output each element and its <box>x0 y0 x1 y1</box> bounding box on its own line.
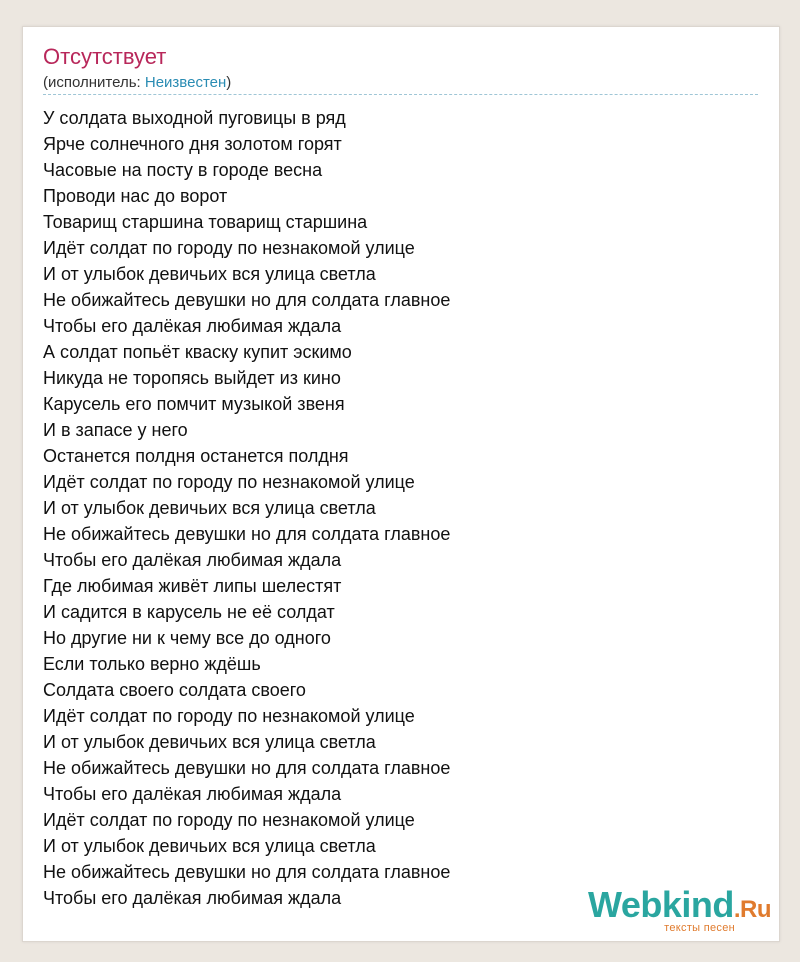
lyric-line: Карусель его помчит музыкой звеня <box>43 394 345 414</box>
lyric-line: Не обижайтесь девушки но для солдата главное <box>43 862 451 882</box>
song-title: Отсутствует <box>43 44 167 69</box>
artist-line <box>43 73 231 93</box>
lyric-line: И садится в карусель не её солдат <box>43 602 335 622</box>
lyric-line: Если только верно ждёшь <box>43 654 261 674</box>
artist-suffix: ) <box>226 74 232 91</box>
lyrics-card <box>22 26 780 942</box>
lyric-line: И от улыбок девичьих вся улица светла <box>43 264 376 284</box>
site-logo[interactable] <box>571 885 771 935</box>
lyric-line: Чтобы его далёкая любимая ждала <box>43 550 342 570</box>
divider <box>43 94 758 95</box>
artist-link[interactable]: Неизвестен <box>144 74 227 91</box>
lyric-line: А солдат попьёт кваску купит эскимо <box>43 342 352 362</box>
lyric-line: Ярче солнечного дня золотом горят <box>43 134 342 154</box>
lyric-line: Чтобы его далёкая любимая ждала <box>43 888 342 908</box>
lyric-line: Идёт солдат по городу по незнакомой улице <box>43 238 415 258</box>
lyric-line: Чтобы его далёкая любимая ждала <box>43 316 342 336</box>
lyric-line: Останется полдня останется полдня <box>43 446 349 466</box>
logo-tld: .Ru <box>733 896 771 923</box>
logo-brand: Webkind <box>587 884 734 925</box>
lyric-line: И от улыбок девичьих вся улица светла <box>43 732 376 752</box>
lyric-line: Проводи нас до ворот <box>43 186 228 206</box>
lyric-line: У солдата выходной пуговицы в ряд <box>43 108 346 128</box>
lyric-line: Не обижайтесь девушки но для солдата главное <box>43 524 451 544</box>
lyric-line: Не обижайтесь девушки но для солдата главное <box>43 290 451 310</box>
lyrics-list <box>43 105 450 911</box>
lyric-line: Часовые на посту в городе весна <box>43 160 323 180</box>
artist-prefix: (исполнитель: <box>43 74 145 91</box>
lyric-line: Солдата своего солдата своего <box>43 680 306 700</box>
lyric-line: Но другие ни к чему все до одного <box>43 628 331 648</box>
lyric-line: Чтобы его далёкая любимая ждала <box>43 784 342 804</box>
lyric-line: Никуда не торопясь выйдет из кино <box>43 368 341 388</box>
lyric-line: Идёт солдат по городу по незнакомой улице <box>43 472 415 492</box>
lyric-line: И от улыбок девичьих вся улица светла <box>43 498 376 518</box>
lyric-line: И в запасе у него <box>43 420 188 440</box>
lyric-line: Товарищ старшина товарищ старшина <box>43 212 368 232</box>
lyric-line: Где любимая живёт липы шелестят <box>43 576 342 596</box>
lyric-line: Идёт солдат по городу по незнакомой улице <box>43 810 415 830</box>
lyric-line: Не обижайтесь девушки но для солдата главное <box>43 758 451 778</box>
lyric-line: Идёт солдат по городу по незнакомой улице <box>43 706 415 726</box>
logo-tagline: тексты песен <box>664 922 735 934</box>
lyric-line: И от улыбок девичьих вся улица светла <box>43 836 376 856</box>
